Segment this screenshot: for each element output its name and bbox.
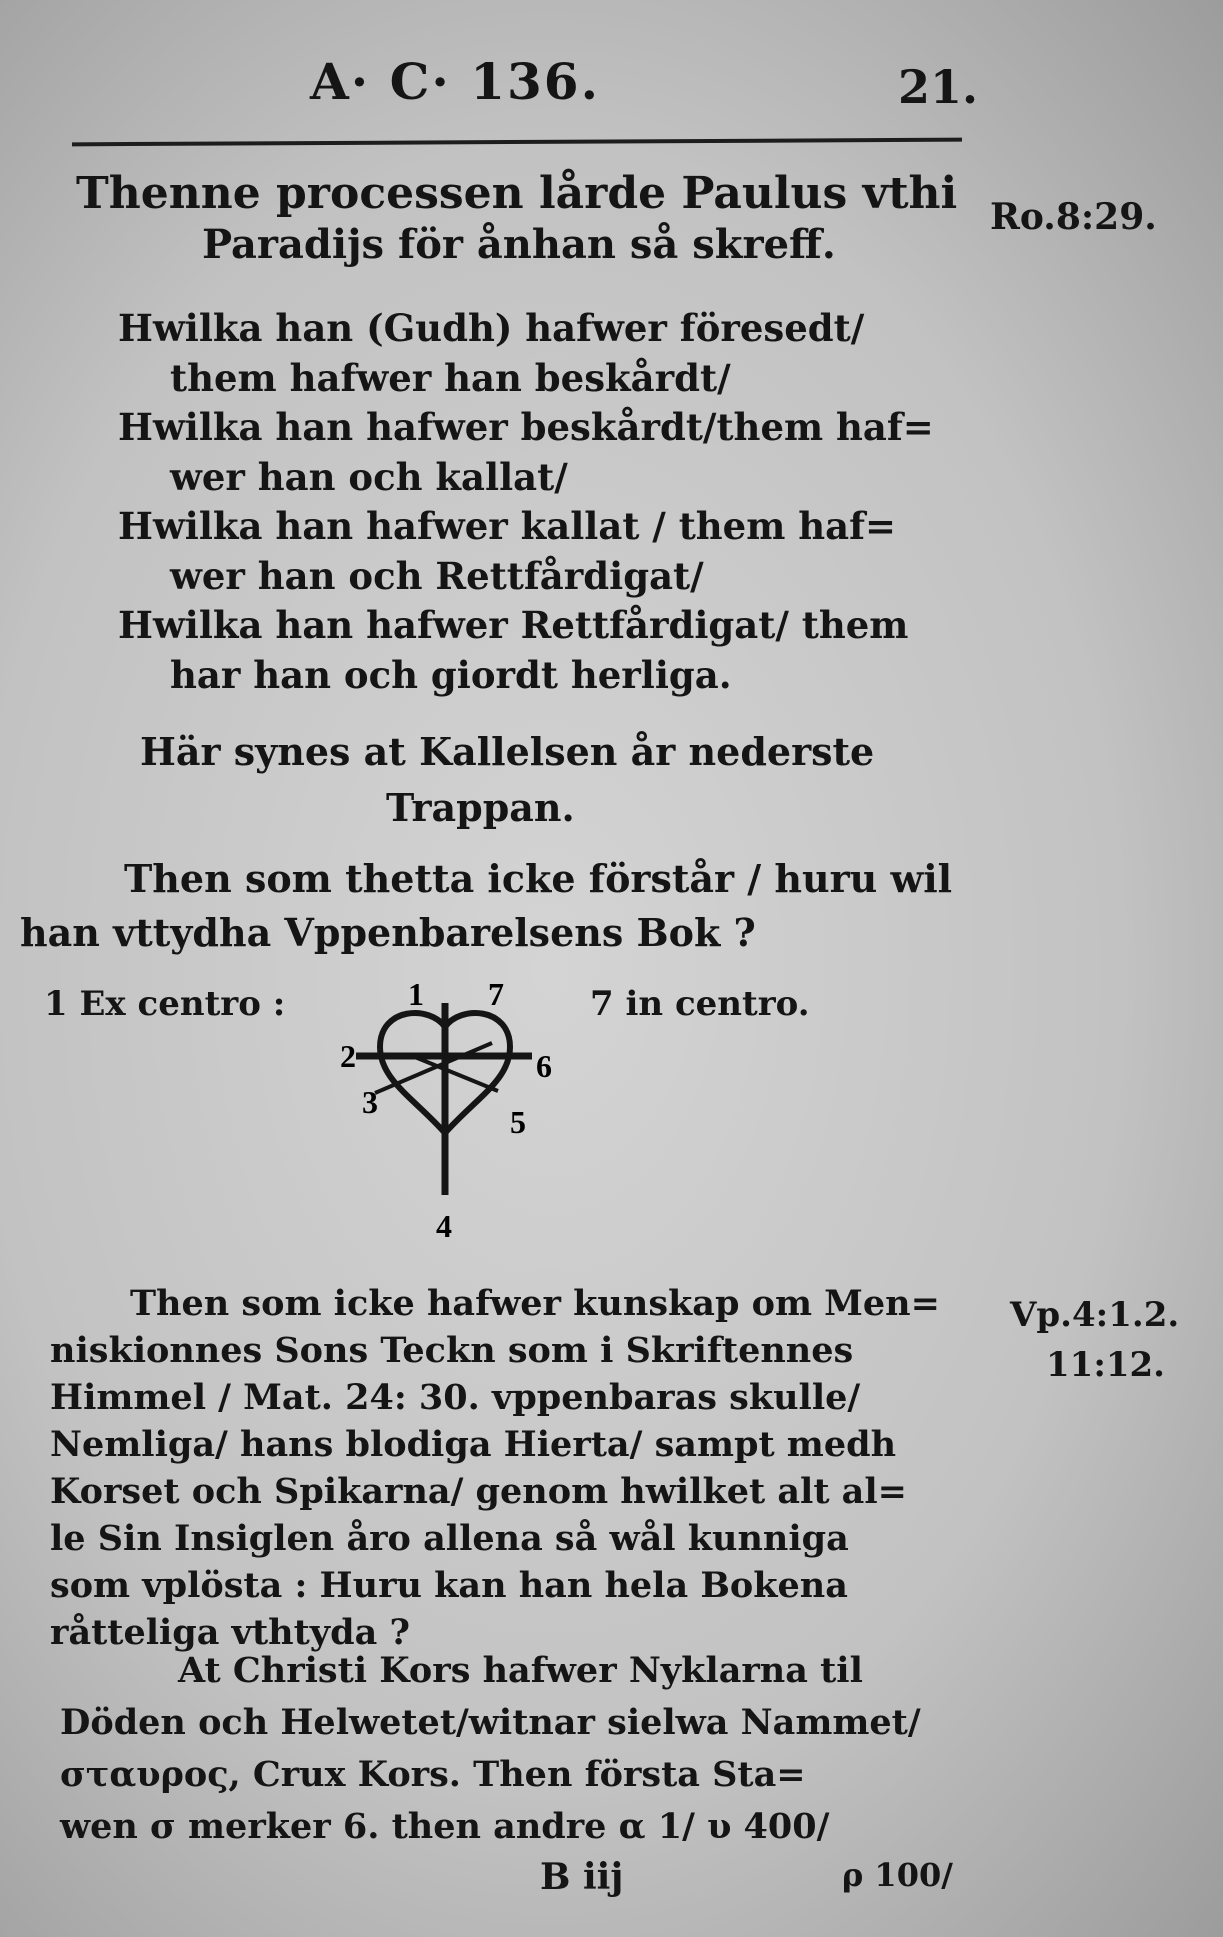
paragraph-line: At Christi Kors hafwer Nyklarna til bbox=[178, 1650, 863, 1691]
quote-line: Hwilka han hafwer beskårdt/them haf= bbox=[118, 405, 934, 449]
quote-line: Hwilka han hafwer Rettfårdigat/ them bbox=[118, 603, 909, 647]
margin-note-romans: Ro.8:29. bbox=[990, 196, 1157, 238]
heart-cross-diagram bbox=[320, 975, 580, 1245]
header-rule bbox=[72, 138, 962, 147]
question-line: han vttydha Vppenbarelsens Bok ? bbox=[20, 910, 756, 955]
diagram-number: 1 bbox=[408, 976, 424, 1012]
quote-line: Hwilka han hafwer kallat / them haf= bbox=[118, 504, 897, 548]
paragraph-line: σταυρος, Crux Kors. Then första Sta= bbox=[60, 1754, 806, 1795]
signature-mark: A· C· 136. bbox=[310, 52, 600, 111]
quote-line: wer han och kallat/ bbox=[170, 454, 568, 499]
diagonal-ray bbox=[375, 1043, 492, 1093]
margin-note-line: Vp.4:1.2. bbox=[1010, 1295, 1180, 1335]
in-centro-label: 7 in centro. bbox=[590, 984, 810, 1024]
intro-line: Thenne processen lårde Paulus vthi bbox=[76, 168, 958, 219]
paragraph-line: Nemliga/ hans blodiga Hierta/ sampt medh bbox=[50, 1424, 897, 1465]
heading-line: Här synes at Kallelsen år nederste bbox=[140, 729, 875, 774]
diagram-number: 7 bbox=[488, 976, 504, 1012]
ex-centro-label: 1 Ex centro : bbox=[44, 984, 286, 1024]
quote-line: them hafwer han beskårdt/ bbox=[170, 355, 731, 400]
gathering-signature: B iij bbox=[540, 1856, 624, 1898]
paragraph-line: Himmel / Mat. 24: 30. vppenbaras skulle/ bbox=[50, 1377, 861, 1418]
diagram-number: 2 bbox=[340, 1038, 356, 1074]
quote-line: wer han och Rettfårdigat/ bbox=[170, 553, 704, 598]
margin-note-line: 11:12. bbox=[1046, 1345, 1166, 1385]
main-paragraph bbox=[50, 1280, 940, 1656]
margin-note-revelation bbox=[1010, 1290, 1179, 1390]
paragraph-line: wen σ merker 6. then andre α 1/ υ 400/ bbox=[60, 1806, 830, 1847]
paragraph-line: råtteliga vthtyda ? bbox=[50, 1612, 410, 1653]
paragraph-line: Döden och Helwetet/witnar sielwa Nammet/ bbox=[60, 1702, 921, 1743]
paragraph-line: le Sin Insiglen åro allena så wål kunniga bbox=[50, 1518, 849, 1559]
diagram-number: 6 bbox=[536, 1048, 552, 1084]
second-paragraph bbox=[60, 1645, 921, 1853]
paragraph-line: Korset och Spikarna/ genom hwilket alt al= bbox=[50, 1471, 907, 1512]
intro-text bbox=[76, 168, 957, 268]
paragraph-line: som vplösta : Huru kan han hela Bokena bbox=[50, 1565, 848, 1606]
scripture-quote bbox=[118, 304, 934, 700]
section-heading bbox=[140, 724, 874, 836]
quote-line: Hwilka han (Gudh) hafwer föresedt/ bbox=[118, 306, 865, 350]
quote-line: har han och giordt herliga. bbox=[170, 652, 732, 697]
paragraph-line: Then som icke hafwer kunskap om Men= bbox=[130, 1283, 940, 1324]
diagram-number: 3 bbox=[362, 1084, 378, 1120]
question-line: Then som thetta icke förstår / huru wil bbox=[124, 856, 953, 901]
paragraph-line: niskionnes Sons Teckn som i Skriftennes bbox=[50, 1330, 854, 1371]
intro-line: Paradijs för ånhan så skreff. bbox=[202, 221, 836, 268]
heading-line: Trappan. bbox=[386, 785, 575, 830]
page-header bbox=[0, 52, 1223, 122]
page-number: 21. bbox=[898, 60, 979, 114]
diagram-number: 4 bbox=[436, 1208, 452, 1244]
question-text bbox=[20, 852, 952, 960]
numeric-note: ρ 100/ bbox=[842, 1856, 953, 1894]
diagram-number: 5 bbox=[510, 1104, 526, 1140]
